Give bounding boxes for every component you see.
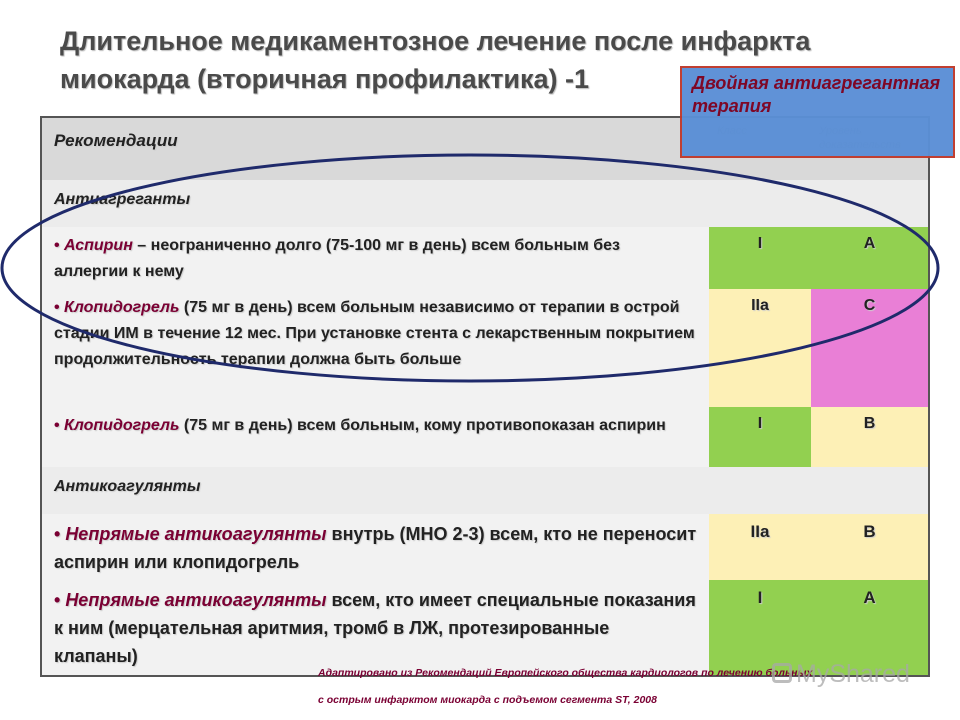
section-title: Антиагреганты: [41, 180, 929, 227]
recommendation-detail: – неограниченно долго (75-100 мг в день) всем больным без аллергии к нему: [54, 237, 620, 280]
dual-antiplatelet-callout: Двойная антиагрегантная терапия: [680, 66, 955, 158]
watermark: [772, 660, 910, 689]
title-line-2: миокарда (вторичная профилактика) -1: [60, 64, 590, 94]
recommendation-detail: внутрь (МНО 2-3) всем, кто не переносит аспирин или клопидогрель: [54, 524, 697, 572]
section-row-antiplatelet: [41, 180, 929, 227]
table-row: [41, 514, 929, 580]
level-cell: B: [811, 407, 929, 467]
level-cell: A: [811, 227, 929, 289]
footnote-line-2: с острым инфарктом миокарда с подъемом сегмента ST, 2008: [318, 694, 657, 706]
class-cell: I: [709, 407, 811, 467]
class-cell: I: [709, 227, 811, 289]
drug-name: Клопидогрель: [64, 417, 180, 434]
recommendation-detail: всем, кто имеет специальные показания к ним (мерцательная аритмия, тромб в ЛЖ, протезированные клапаны): [54, 590, 696, 666]
class-cell: IIa: [709, 289, 811, 407]
recommendation-text: [41, 514, 709, 580]
watermark-logo-icon: [772, 663, 792, 683]
section-title: Антикоагулянты: [41, 467, 929, 514]
bullet-icon: •: [54, 417, 65, 434]
level-cell: B: [811, 514, 929, 580]
drug-name: Аспирин: [64, 237, 133, 254]
footnote-line-1: Адаптировано из Рекомендаций Европейского общества кардиологов по лечению больных: [318, 667, 813, 679]
table-row: [41, 407, 929, 467]
recommendations-table: [40, 116, 930, 677]
title-line-1: Длительное медикаментозное лечение после инфаркта: [60, 26, 811, 56]
table-row: [41, 227, 929, 289]
recommendation-text: [41, 227, 709, 289]
drug-name: Клопидогрель: [64, 299, 180, 316]
bullet-icon: •: [54, 590, 66, 610]
class-cell: IIa: [709, 514, 811, 580]
class-cell: I: [709, 580, 811, 676]
bullet-icon: •: [54, 524, 66, 544]
bullet-icon: •: [54, 237, 65, 254]
section-row-anticoagulants: [41, 467, 929, 514]
recommendation-text: [41, 407, 709, 467]
recommendation-detail: (75 мг в день) всем больным, кому противопоказан аспирин: [179, 417, 666, 434]
drug-name: Непрямые антикоагулянты: [65, 524, 327, 544]
level-cell: A: [811, 580, 929, 676]
watermark-text: MyShared: [796, 660, 910, 688]
drug-name: Непрямые антикоагулянты: [65, 590, 327, 610]
table-row: [41, 289, 929, 407]
bullet-icon: •: [54, 299, 65, 316]
recommendation-detail: (75 мг в день) всем больным независимо от терапии в острой стадии ИМ в течение 12 мес. При установке стента с лекарственным покрытием продолжительность терапии должна быть больше: [54, 299, 695, 368]
header-recommendations: Рекомендации: [41, 117, 709, 180]
recommendation-text: [41, 289, 709, 407]
level-cell: C: [811, 289, 929, 407]
